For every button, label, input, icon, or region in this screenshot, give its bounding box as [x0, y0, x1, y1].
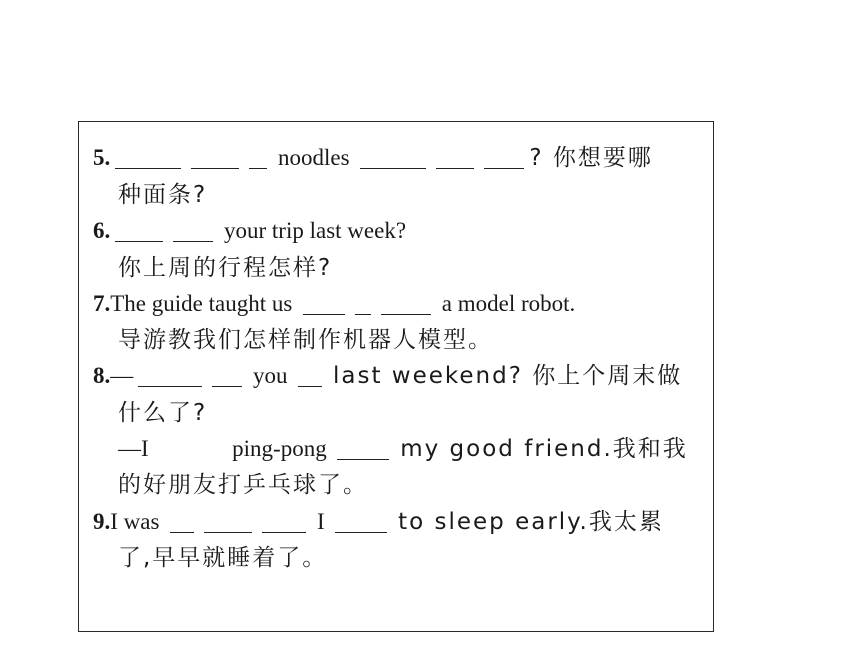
item-5-line1	[93, 143, 653, 173]
blank[interactable]	[170, 512, 194, 533]
item-6-translation: 你上周的行程怎样?	[118, 255, 333, 281]
text: —	[110, 363, 134, 388]
item-9-translation: 了,早早就睡着了。	[118, 545, 328, 571]
blank[interactable]	[249, 148, 267, 169]
item-9-line1	[93, 507, 664, 537]
item-number: 7.	[93, 291, 111, 316]
blank[interactable]	[360, 148, 426, 169]
blank[interactable]	[298, 366, 322, 387]
text: ping-pong	[232, 436, 327, 461]
blank[interactable]	[337, 439, 389, 460]
text: your trip last week?	[224, 218, 407, 243]
item-8-answer-line	[118, 434, 688, 464]
text: The guide taught us	[110, 291, 293, 316]
text: my good friend.我和我	[400, 436, 688, 462]
blank[interactable]	[212, 366, 242, 387]
item-8-translation: 什么了?	[118, 400, 208, 426]
blank[interactable]	[335, 512, 387, 533]
blank[interactable]	[115, 221, 163, 242]
blank[interactable]	[484, 148, 524, 169]
blank[interactable]	[355, 294, 371, 315]
text: I was	[110, 509, 160, 534]
item-number: 9.	[93, 509, 111, 534]
item-number: 8.	[93, 363, 111, 388]
text: —I	[118, 436, 149, 461]
blank[interactable]	[115, 148, 181, 169]
item-7-translation: 导游教我们怎样制作机器人模型。	[118, 327, 493, 353]
blank[interactable]	[173, 221, 213, 242]
text: you	[253, 363, 288, 388]
item-5-translation: 种面条?	[118, 182, 208, 208]
blank[interactable]	[138, 366, 202, 387]
blank[interactable]	[381, 294, 431, 315]
blank[interactable]	[303, 294, 345, 315]
item-8-line1	[93, 361, 682, 391]
text: a model robot.	[441, 291, 576, 316]
blank[interactable]	[191, 148, 239, 169]
item-8-answer-translation: 的好朋友打乒乓球了。	[118, 472, 368, 498]
blank[interactable]	[204, 512, 252, 533]
blank[interactable]	[262, 512, 306, 533]
text: to sleep early.我太累	[398, 509, 664, 535]
item-7-line1	[93, 289, 575, 319]
item-number: 6.	[93, 218, 111, 243]
item-6-line1	[93, 216, 406, 246]
text: I	[316, 509, 325, 534]
text: ? 你想要哪	[529, 145, 653, 171]
blank[interactable]	[436, 148, 474, 169]
text: noodles	[278, 145, 350, 170]
item-number: 5.	[93, 145, 111, 170]
text: last weekend? 你上个周末做	[333, 363, 683, 389]
